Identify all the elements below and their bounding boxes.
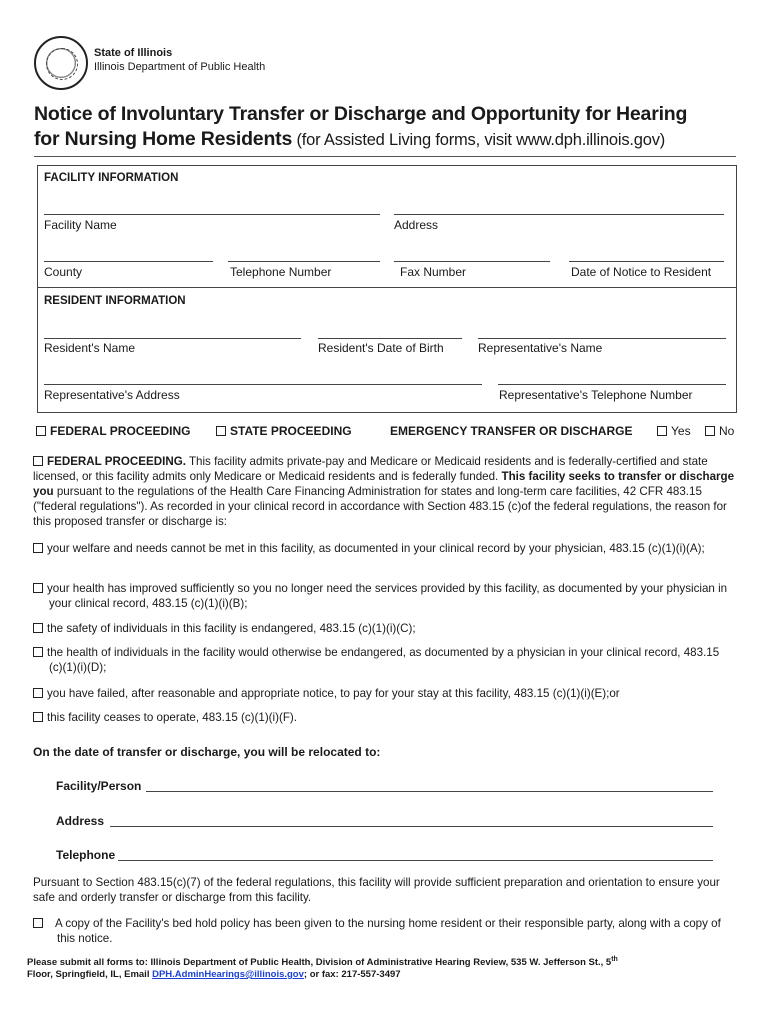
rep-name-label: Representative's Name bbox=[478, 341, 603, 355]
footer-text2: Floor, Springfield, IL, Email bbox=[27, 969, 153, 980]
reason-checkbox[interactable] bbox=[33, 543, 43, 553]
rep-address-label: Representative's Address bbox=[44, 388, 180, 402]
federal-para-bold: This facility seeks to transfer or discharge you bbox=[33, 470, 735, 498]
reason-text: your welfare and needs cannot be met in this facility, as documented in your clinical record by your physician, 483.15 (c)(1)(i)(A); bbox=[47, 542, 705, 555]
federal-para-lead: FEDERAL PROCEEDING. bbox=[47, 455, 186, 468]
title-subtitle: (for Assisted Living forms, visit www.dph.illinois.gov) bbox=[292, 131, 666, 149]
date-notice-label: Date of Notice to Resident bbox=[571, 265, 712, 279]
reason-checkbox[interactable] bbox=[33, 647, 43, 657]
no-label: No bbox=[719, 424, 735, 438]
reason-item[interactable] bbox=[33, 710, 733, 725]
facility-person-field[interactable] bbox=[146, 791, 713, 792]
state-name: State of Illinois bbox=[94, 47, 173, 59]
resident-name-label: Resident's Name bbox=[44, 341, 135, 355]
reason-item[interactable] bbox=[33, 621, 733, 636]
county-label: County bbox=[44, 265, 83, 279]
rep-phone-field[interactable] bbox=[498, 384, 726, 385]
telephone-label: Telephone Number bbox=[230, 265, 332, 279]
bedhold-text: A copy of the Facility's bed hold policy has been given to the nursing home resident or their responsible party, along with a copy of this notice. bbox=[55, 917, 721, 945]
facility-address-label: Address bbox=[394, 218, 439, 232]
reason-checkbox[interactable] bbox=[33, 623, 43, 633]
reason-text: the safety of individuals in this facility is endangered, 483.15 (c)(1)(i)(C); bbox=[47, 622, 416, 635]
federal-checkbox[interactable] bbox=[36, 426, 46, 436]
footer-email-link[interactable]: DPH.AdminHearings@illinois.gov bbox=[152, 969, 304, 980]
telephone-field[interactable] bbox=[228, 261, 380, 262]
relocation-heading: On the date of transfer or discharge, you will be relocated to: bbox=[33, 745, 381, 759]
footer-sup: th bbox=[611, 956, 618, 963]
state-proceeding-option[interactable] bbox=[216, 424, 352, 438]
rep-address-field[interactable] bbox=[44, 384, 482, 385]
fax-field[interactable] bbox=[394, 261, 550, 262]
department-name: Illinois Department of Public Health bbox=[94, 61, 266, 73]
facility-name-label: Facility Name bbox=[44, 218, 117, 232]
footer-text1: Please submit all forms to: Illinois Department of Public Health, Division of Administrative Hearing Review, 535 W. Jefferson St., 5 bbox=[27, 957, 612, 969]
emergency-label: EMERGENCY TRANSFER OR DISCHARGE bbox=[390, 424, 633, 438]
yes-checkbox[interactable] bbox=[657, 426, 667, 436]
info-divider bbox=[37, 287, 737, 288]
fax-label: Fax Number bbox=[400, 265, 467, 279]
reason-text: the health of individuals in the facility would otherwise be endangered, as documented by a physician in your clinical record, 483.15 (c)(1)(i)(D); bbox=[47, 646, 720, 674]
facility-person-label: Facility/Person bbox=[56, 779, 142, 793]
title-rule bbox=[34, 156, 736, 157]
federal-proceeding-label: FEDERAL PROCEEDING bbox=[50, 424, 191, 438]
footer-line1 bbox=[27, 953, 618, 969]
relocation-address-field[interactable] bbox=[110, 826, 713, 827]
federal-proceeding-option[interactable] bbox=[36, 424, 190, 438]
facility-address-field[interactable] bbox=[394, 214, 724, 215]
form-title bbox=[34, 102, 687, 153]
facility-name-field[interactable] bbox=[44, 214, 380, 215]
reason-item[interactable] bbox=[33, 581, 733, 611]
reason-item[interactable] bbox=[33, 541, 733, 556]
bedhold-checkbox[interactable] bbox=[33, 918, 43, 928]
county-field[interactable] bbox=[44, 261, 213, 262]
footer-fax: ; or fax: 217-557-3497 bbox=[303, 969, 401, 980]
no-checkbox[interactable] bbox=[705, 426, 715, 436]
reason-text: your health has improved sufficiently so you no longer need the services provided by this facility, as documented by your physician in your clinical record, 483.15 (c)(1)(i)(B); bbox=[47, 582, 728, 610]
info-box bbox=[37, 165, 737, 413]
emergency-no-option[interactable] bbox=[705, 424, 734, 438]
yes-label: Yes bbox=[671, 424, 691, 438]
emergency-yes-option[interactable] bbox=[657, 424, 691, 438]
state-seal-icon bbox=[34, 36, 88, 90]
reason-checkbox[interactable] bbox=[33, 688, 43, 698]
pursuant-paragraph: Pursuant to Section 483.15(c)(7) of the federal regulations, this facility will provide sufficient preparation and orientation to ensure your safe and orderly transfer or discharge from this facility. bbox=[33, 876, 720, 904]
footer-line2 bbox=[27, 968, 401, 981]
federal-paragraph bbox=[33, 454, 739, 529]
federal-para-text2: pursuant to the regulations of the Health Care Financing Administration for states and long-term care facilities, 42 CFR 483.15 ("federal regulations"). As recorded in your clinical record in accordance with Section 483.15 (c)of the federal regulations, the reason for this proposed transfer or discharge is: bbox=[33, 485, 727, 528]
relocation-telephone-label: Telephone bbox=[56, 848, 116, 862]
federal-para-text1: This facility admits private-pay and Medicare or Medicaid residents and is federally-certified and state licensed, or this facility admits only Medicare or Medicaid residents and is federally funded. bbox=[33, 455, 708, 483]
rep-phone-label: Representative's Telephone Number bbox=[499, 388, 693, 402]
federal-para-checkbox[interactable] bbox=[33, 456, 43, 466]
reason-checkbox[interactable] bbox=[33, 583, 43, 593]
relocation-telephone-field[interactable] bbox=[118, 860, 713, 861]
state-proceeding-label: STATE PROCEEDING bbox=[230, 424, 352, 438]
reason-item[interactable] bbox=[33, 686, 733, 701]
bedhold-item[interactable] bbox=[33, 916, 733, 946]
relocation-address-label: Address bbox=[56, 814, 105, 828]
title-line2: for Nursing Home Residents bbox=[34, 128, 293, 150]
reason-text: this facility ceases to operate, 483.15 (c)(1)(i)(F). bbox=[47, 711, 297, 724]
dob-field[interactable] bbox=[318, 338, 462, 339]
rep-name-field[interactable] bbox=[478, 338, 726, 339]
reason-item[interactable] bbox=[33, 645, 733, 675]
reason-checkbox[interactable] bbox=[33, 712, 43, 722]
date-notice-field[interactable] bbox=[569, 261, 724, 262]
reason-text: you have failed, after reasonable and appropriate notice, to pay for your stay at this facility, 483.15 (c)(1)(i)(E);or bbox=[47, 687, 620, 700]
resident-section-title: RESIDENT INFORMATION bbox=[44, 295, 186, 307]
agency-header bbox=[94, 46, 265, 74]
resident-name-field[interactable] bbox=[44, 338, 301, 339]
title-line1: Notice of Involuntary Transfer or Discharge and Opportunity for Hearing bbox=[34, 103, 688, 125]
state-checkbox[interactable] bbox=[216, 426, 226, 436]
facility-section-title: FACILITY INFORMATION bbox=[44, 172, 179, 184]
dob-label: Resident's Date of Birth bbox=[318, 341, 444, 355]
